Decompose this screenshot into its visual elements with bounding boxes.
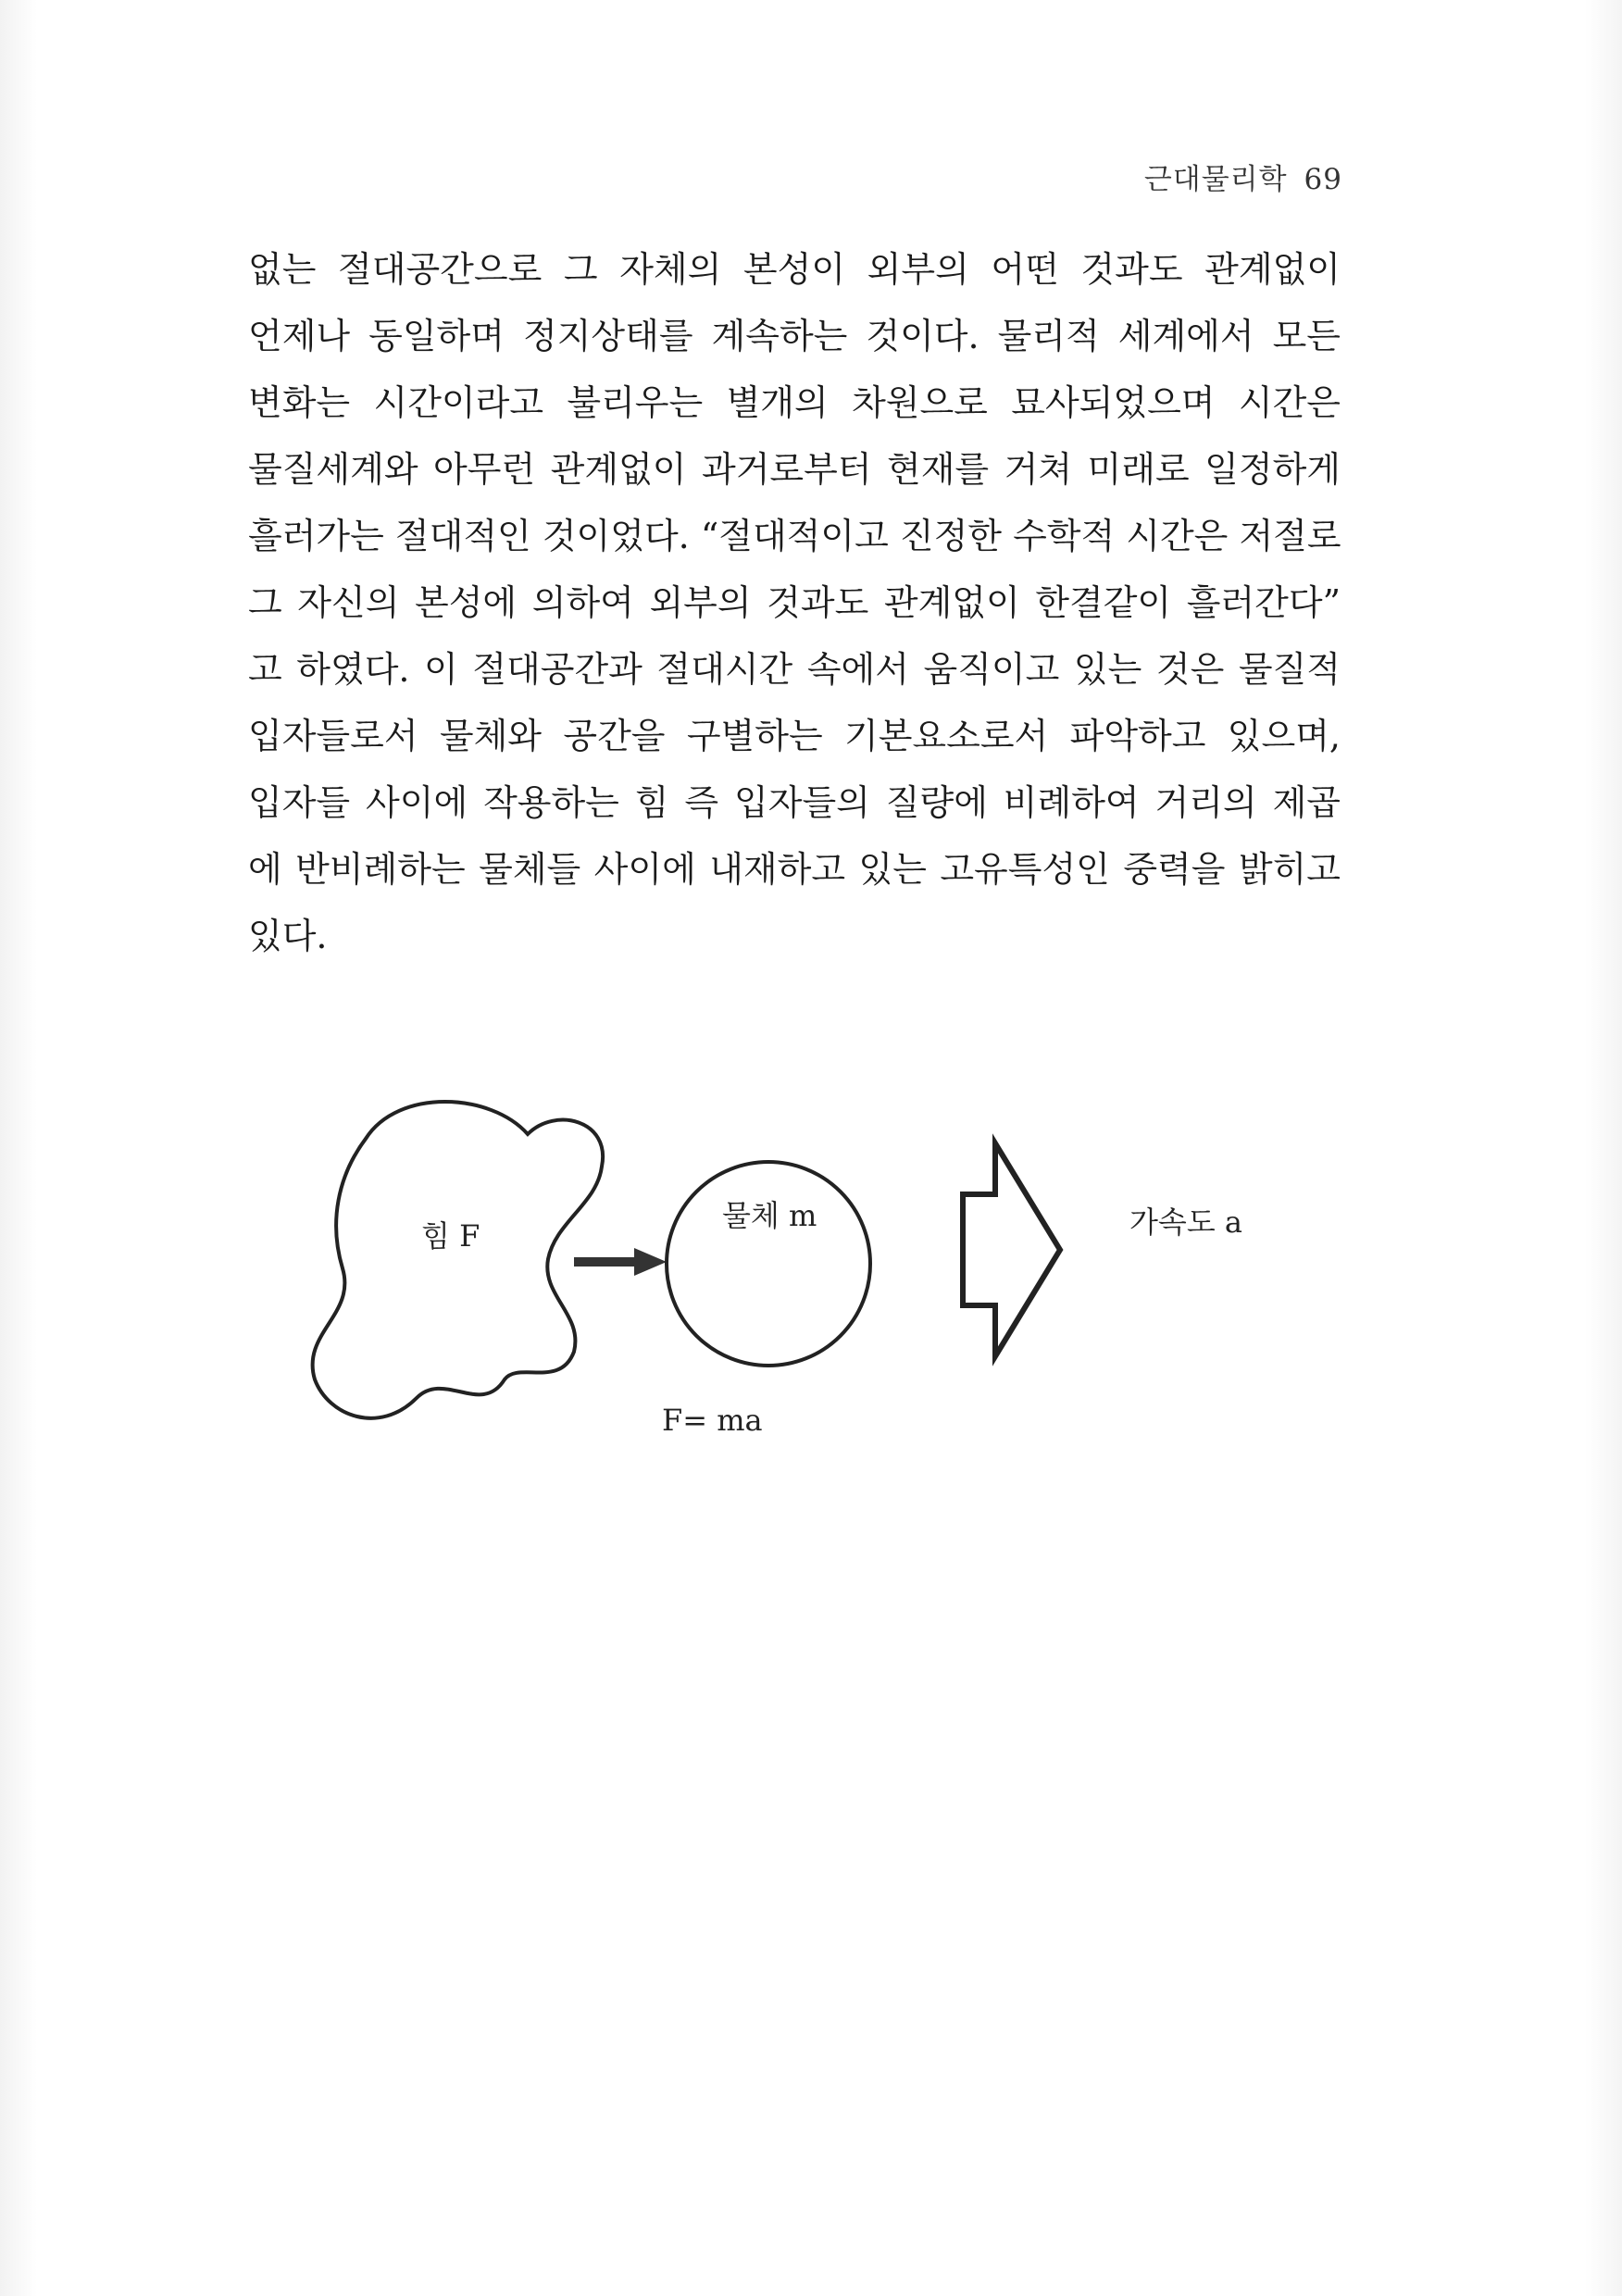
acceleration-label: 가속도 a	[1129, 1204, 1242, 1240]
force-arrow-head	[634, 1248, 667, 1276]
text-line: 흘러가는 절대적인 것이었다. “절대적이고 진정한 수학적 시간은 저절로	[248, 516, 1341, 556]
force-label: 힘 F	[421, 1218, 480, 1254]
text-line: 언제나 동일하며 정지상태를 계속하는 것이다. 물리적 세계에서 모든	[248, 316, 1341, 356]
text-line: 변화는 시간이라고 불리우는 별개의 차원으로 묘사되었으며 시간은	[248, 382, 1341, 423]
text-line: 그 자신의 본성에 의하여 외부의 것과도 관계없이 한결같이 흘러간다”	[248, 582, 1341, 623]
body-text	[248, 236, 1341, 969]
diagram-drawing	[278, 1083, 1342, 1472]
force-diagram	[278, 1083, 1342, 1472]
text-line: 에 반비례하는 물체들 사이에 내재하고 있는 고유특성인 중력을 밝히고	[248, 849, 1341, 890]
formula: F= ma	[662, 1403, 763, 1438]
text-line: 물질세계와 아무런 관계없이 과거로부터 현재를 거쳐 미래로 일정하게	[248, 449, 1341, 490]
page-number: 69	[1304, 163, 1342, 196]
text-line: 입자들로서 물체와 공간을 구별하는 기본요소로서 파악하고 있으며,	[248, 716, 1341, 756]
text-line: 고 하였다. 이 절대공간과 절대시간 속에서 움직이고 있는 것은 물질적	[248, 649, 1341, 690]
chapter-title: 근대물리학	[1143, 163, 1288, 196]
text-line: 입자들 사이에 작용하는 힘 즉 입자들의 질량에 비례하여 거리의 제곱	[248, 782, 1341, 823]
force-blob-shape	[313, 1102, 604, 1418]
running-head	[1065, 156, 1342, 197]
body-label: 물체 m	[722, 1198, 817, 1233]
text-line: 없는 절대공간으로 그 자체의 본성이 외부의 어떤 것과도 관계없이	[248, 249, 1341, 290]
text-line: 있다.	[248, 916, 328, 956]
acceleration-arrow	[963, 1143, 1060, 1356]
